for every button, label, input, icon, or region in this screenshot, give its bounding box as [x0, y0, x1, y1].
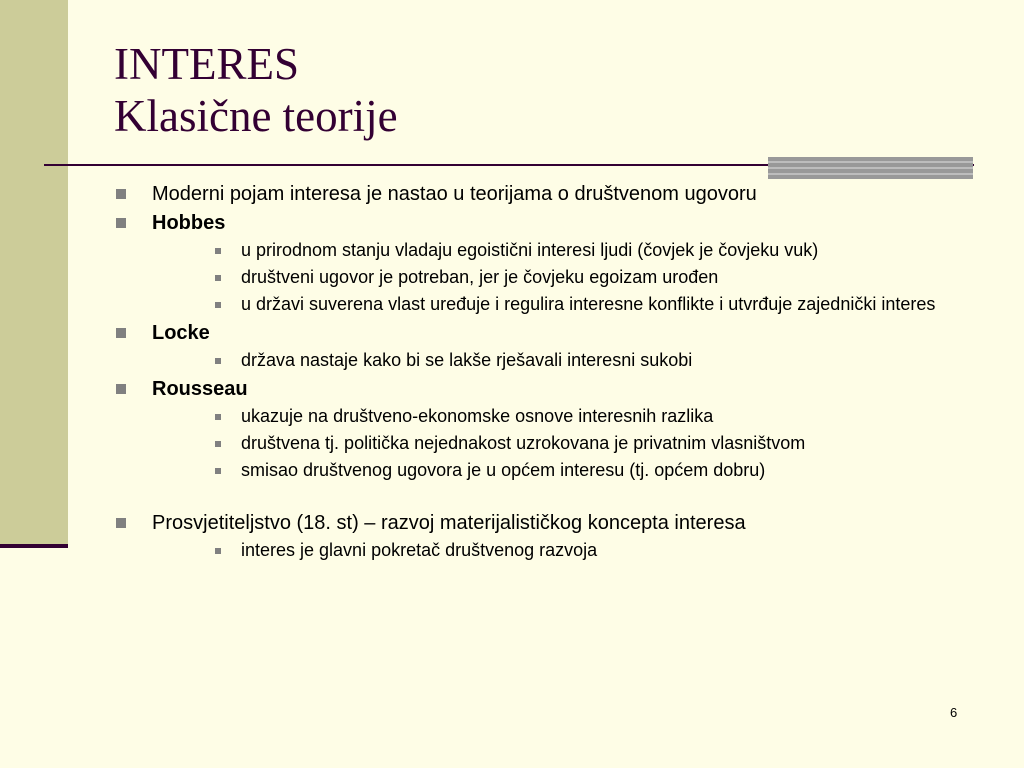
- sub-bullet-text: društvena tj. politička nejednakost uzrokovana je privatnim vlasništvom: [241, 433, 806, 453]
- bullet-text: Moderni pojam interesa je nastao u teorijama o društvenom ugovoru: [152, 183, 757, 205]
- sub-bullet-item: [114, 267, 941, 288]
- square-bullet-icon: [116, 218, 126, 228]
- bullet-item: [114, 377, 994, 401]
- bullet-item: [114, 211, 994, 235]
- square-bullet-icon: [116, 518, 126, 528]
- left-decorative-bar: [0, 0, 68, 545]
- slide-title: [114, 38, 398, 142]
- square-bullet-icon: [116, 384, 126, 394]
- bullet-text: Hobbes: [152, 212, 226, 234]
- page-number: 6: [950, 705, 958, 720]
- bullet-item: [114, 511, 994, 535]
- small-square-bullet-icon: [215, 358, 221, 364]
- small-square-bullet-icon: [215, 275, 221, 281]
- spacer: [114, 487, 994, 511]
- bullet-item: [114, 182, 994, 206]
- square-bullet-icon: [116, 189, 126, 199]
- small-square-bullet-icon: [215, 302, 221, 308]
- bullet-text: Rousseau: [152, 378, 248, 400]
- divider-accent: [768, 157, 973, 179]
- small-square-bullet-icon: [215, 414, 221, 420]
- small-square-bullet-icon: [215, 441, 221, 447]
- bullet-text: Prosvjetiteljstvo (18. st) – razvoj materijalističkog koncepta interesa: [152, 512, 746, 534]
- sub-bullet-text: u prirodnom stanju vladaju egoistični interesi ljudi (čovjek je čovjeku vuk): [241, 240, 819, 260]
- sub-bullet-text: smisao društvenog ugovora je u općem interesu (tj. općem dobru): [241, 460, 766, 480]
- sub-bullet-item: [114, 460, 941, 481]
- sub-bullet-text: ukazuje na društveno-ekonomske osnove interesnih razlika: [241, 406, 714, 426]
- small-square-bullet-icon: [215, 248, 221, 254]
- title-line-1: INTERES: [114, 39, 299, 89]
- sub-bullet-item: [114, 406, 941, 427]
- sub-bullet-text: društveni ugovor je potreban, jer je čovjeku egoizam urođen: [241, 267, 719, 287]
- small-square-bullet-icon: [215, 548, 221, 554]
- sub-bullet-item: [114, 294, 941, 315]
- sub-bullet-item: [114, 540, 941, 561]
- bullet-text: Locke: [152, 322, 210, 344]
- left-bar-divider: [0, 544, 68, 548]
- sub-bullet-text: interes je glavni pokretač društvenog razvoja: [241, 540, 598, 560]
- square-bullet-icon: [116, 328, 126, 338]
- content-area: [114, 182, 994, 567]
- title-line-2: Klasične teorije: [114, 91, 398, 141]
- bullet-item: [114, 321, 994, 345]
- sub-bullet-text: država nastaje kako bi se lakše rješavali interesni sukobi: [241, 350, 693, 370]
- sub-bullet-item: [114, 240, 941, 261]
- small-square-bullet-icon: [215, 468, 221, 474]
- sub-bullet-item: [114, 350, 941, 371]
- sub-bullet-item: [114, 433, 941, 454]
- sub-bullet-text: u državi suverena vlast uređuje i regulira interesne konflikte i utvrđuje zajednički interes: [241, 294, 936, 314]
